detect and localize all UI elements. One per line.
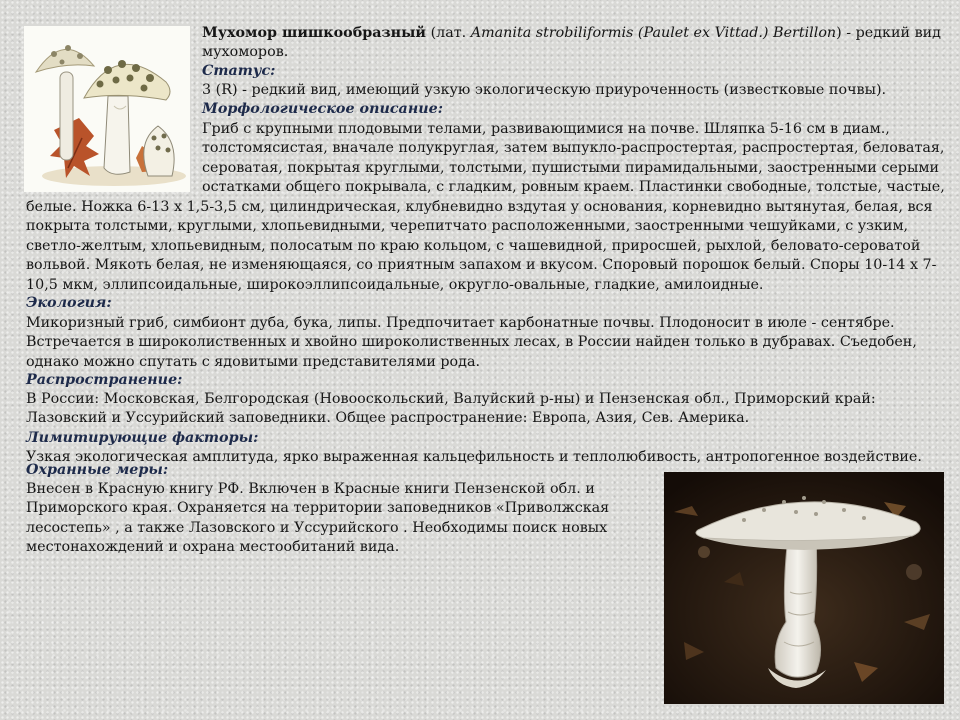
mushroom-illustration (24, 26, 190, 192)
mushroom-drawing-icon (24, 26, 190, 192)
limiting-text: Узкая экологическая амплитуда, ярко выраженная кальцефильность и теплолюбивость, антропогенное воздействие. (26, 449, 922, 465)
distribution-text: В России: Московская, Белгородская (Новооскольский, Валуйский р-ны) и Пензенская обл., Приморский край: Лазовский и Уссурийский заповедники. Общее распространение: Европа, Азия, Сев. Америка. (26, 391, 876, 427)
morphology-heading: Морфологическое описание: (202, 101, 444, 117)
latin-prefix: (лат. (426, 25, 471, 41)
status-text: 3 (R) - редкий вид, имеющий узкую экологическую приуроченность (известковые почвы). (202, 82, 887, 98)
morphology-text-bottom: белые. Ножка 6-13 х 1,5-3,5 см, цилиндрическая, клубневидно вздутая у основания, корневидно вытянутая, белая, вся покрыта толстыми, круглыми, хлопьевидными, черепитчато расположенными, заостренными чешуйками, с узким, светло-желтым, хлопьевидным, полосатым по краю кольцом, с чашевидной, приросшей, рыхлой, беловато-сероватой вольвой. Мякоть белая, не изменяющаяся, со приятным запахом и вкусом. Споровый порошок белый. Споры 10-14 х 7-10,5 мкм, эллипсоидальные, широкоэллипсоидальные, округло-овальные, гладкие, амилоидные. (26, 199, 937, 293)
status-heading: Статус: (202, 63, 276, 79)
ecology-heading: Экология: (26, 295, 112, 311)
protection-text: Внесен в Красную книгу РФ. Включен в Красные книги Пензенской обл. и Приморского края. Охраняется на территории заповедников «Приволжская лесостепь» , а также Лазовского и Уссурийского . Необходимы поиск новых местонахождений и охрана местообитаний вида. (26, 481, 610, 556)
ecology-text: Микоризный гриб, симбионт дуба, бука, липы. Предпочитает карбонатные почвы. Плодоносит в июле - сентябре. Встречается в широколиственных и хвойно широколиственных лесах, в России найден только в дубравах. Съедобен, однако можно спутать с ядовитыми представителями рода. (26, 315, 917, 370)
mushroom-photo-icon (664, 472, 944, 704)
mushroom-photo (664, 472, 944, 704)
species-title (202, 24, 950, 63)
morphology-text-top: Гриб с крупными плодовыми телами, развивающимися на почве. Шляпка 5-16 см в диам., толстомясистая, вначале полукруглая, затем выпукло-распростертая, распростертая, беловатая, сероватая, покрытая круглыми, толстыми, пушистыми пирамидальными, заостренными серыми остатками общего покрывала, с гладким, ровным краем. Пластинки свободные, толстые, частые, (202, 121, 945, 196)
latin-name: Amanita strobiliformis (Paulet ex Vittad.) Bertillon (470, 25, 837, 41)
distribution-heading: Распространение: (26, 372, 183, 388)
species-name: Мухомор шишкообразный (202, 25, 427, 41)
limiting-heading: Лимитирующие факторы: (26, 430, 259, 446)
title-suffix: ) - редкий вид мухоморов. (202, 25, 941, 61)
protection-heading: Охранные меры: (26, 462, 169, 478)
